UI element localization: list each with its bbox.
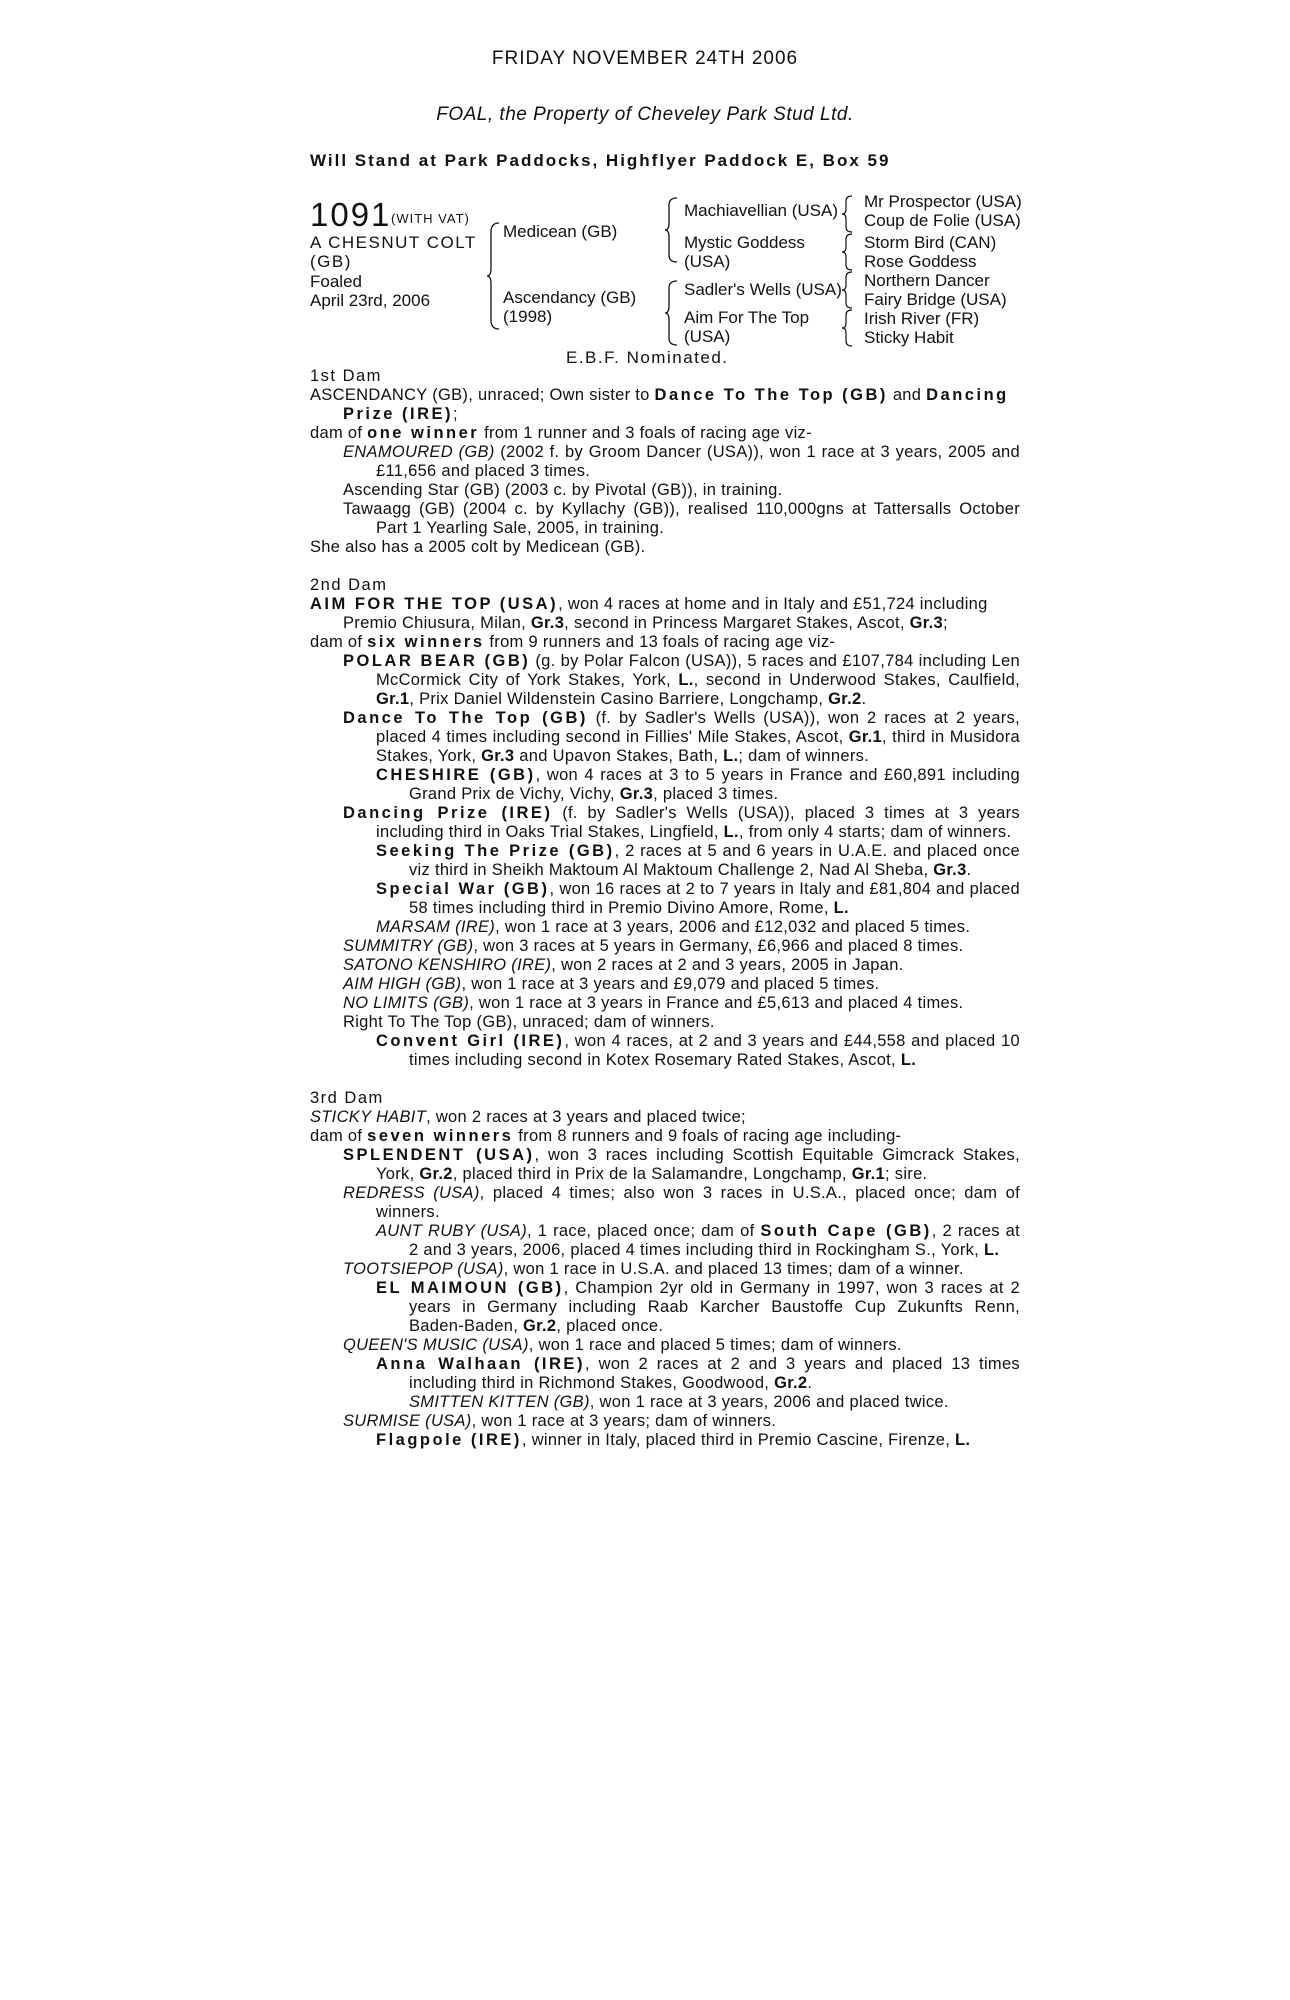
record-text: , won 2 races at 2 and 3 years and placed 13 times including third in Richmond Stakes, Goodwood, bbox=[409, 1355, 1020, 1392]
horse-name: TOOTSIEPOP (USA) bbox=[343, 1260, 504, 1278]
dam3-produce-intro bbox=[310, 1127, 1020, 1146]
horse-name: SURMISE (USA) bbox=[343, 1412, 472, 1430]
record-text: and Upavon Stakes, Bath, bbox=[514, 747, 724, 765]
horse-name: SPLENDENT (USA) bbox=[343, 1146, 535, 1164]
record-text: , third in Musidora Stakes, York, bbox=[376, 728, 1020, 765]
stabling-line: Will Stand at Park Paddocks, Highflyer Paddock E, Box 59 bbox=[310, 151, 891, 170]
dam-history bbox=[310, 367, 1020, 1450]
dam2-grade-1: Gr.3 bbox=[530, 614, 565, 632]
dam3-name: STICKY HABIT bbox=[310, 1108, 427, 1126]
produce-marsam bbox=[310, 918, 1020, 937]
record-text: , won 4 races, at 2 and 3 years and £44,558 and placed 10 times including second in Kotex Rosemary Rated Stakes, Ascot, bbox=[409, 1032, 1020, 1069]
record-text: , 2 races at 5 and 6 years in U.A.E. and placed once viz third in Sheikh Maktoum Al Maktoum Challenge 2, Nad Al Sheba, bbox=[409, 842, 1020, 879]
produce-smitten-kitten bbox=[310, 1393, 1020, 1412]
sale-date: FRIDAY NOVEMBER 24TH 2006 bbox=[491, 48, 799, 69]
dam2-text-2: , second in Princess Margaret Stakes, Ascot, bbox=[564, 614, 910, 632]
dam2-heading: 2nd Dam bbox=[310, 576, 388, 594]
grade: L. bbox=[900, 1051, 917, 1069]
horse-name: QUEEN'S MUSIC (USA) bbox=[343, 1336, 529, 1354]
pedigree-brace-dam bbox=[664, 280, 678, 346]
produce-no-limits bbox=[310, 994, 1020, 1013]
sire-dam-line2: (USA) bbox=[684, 252, 731, 271]
vat-note: (WITH VAT) bbox=[391, 211, 470, 226]
horse-name: SMITTEN KITTEN (GB) bbox=[409, 1393, 590, 1411]
sire-dam-line1: Mystic Goddess bbox=[684, 233, 805, 252]
record-text: , 1 race, placed once; dam of bbox=[527, 1222, 761, 1240]
horse-name: AUNT RUBY (USA) bbox=[376, 1222, 528, 1240]
grade: Gr.1 bbox=[851, 1165, 885, 1183]
produce-queens-music bbox=[310, 1336, 1020, 1355]
produce-el-maimoun bbox=[310, 1279, 1020, 1336]
dam1-semicolon: ; bbox=[453, 405, 458, 423]
produce-anna-walhaan bbox=[310, 1355, 1020, 1393]
record-text: , from only 4 starts; dam of winners. bbox=[738, 823, 1012, 841]
grade: L. bbox=[833, 899, 849, 917]
horse-name: SUMMITRY (GB) bbox=[343, 937, 474, 955]
horse-name: EL MAIMOUN (GB) bbox=[376, 1279, 564, 1297]
grade: L. bbox=[955, 1431, 971, 1449]
record-text: , placed 3 times. bbox=[653, 785, 779, 803]
horse-name: Convent Girl (IRE) bbox=[376, 1032, 565, 1050]
grade: L. bbox=[678, 671, 694, 689]
produce-tootsiepop bbox=[310, 1260, 1020, 1279]
horse-name: Special War (GB) bbox=[376, 880, 550, 898]
produce-aunt-ruby bbox=[310, 1222, 1020, 1260]
horse-name: Dancing Prize (IRE) bbox=[343, 804, 553, 822]
horse-name: AIM HIGH (GB) bbox=[343, 975, 462, 993]
dam1-foal-3: Tawaagg (GB) (2004 c. by Kyllachy (GB)), realised 110,000gns at Tattersalls October Part 1 Yearling Sale, 2005, in training. bbox=[343, 500, 1020, 537]
record-text: , placed 4 times; also won 3 races in U.S.A., placed once; dam of winners. bbox=[376, 1184, 1020, 1221]
dam1-produce-suffix: from 1 runner and 3 foals of racing age viz- bbox=[479, 424, 812, 442]
dam-sire: Sadler's Wells (USA) bbox=[684, 280, 842, 299]
record-text: , won 2 races at 2 and 3 years, 2005 in Japan. bbox=[551, 956, 904, 974]
dam1-foal-1 bbox=[310, 443, 1020, 481]
sire-name: Medicean (GB) bbox=[503, 222, 618, 241]
dam-sire-sire: Northern Dancer bbox=[864, 271, 990, 290]
dam2-text-3: ; bbox=[942, 614, 948, 632]
dam-dam-line2: (USA) bbox=[684, 327, 731, 346]
record-text: , won 1 race at 3 years, 2006 and placed twice. bbox=[589, 1393, 949, 1411]
dam1-summary bbox=[310, 386, 1020, 424]
horse-name: POLAR BEAR (GB) bbox=[343, 652, 531, 670]
grade: Gr.1 bbox=[376, 690, 410, 708]
grade: L. bbox=[723, 823, 739, 841]
ebf-note: E.B.F. Nominated. bbox=[566, 348, 729, 367]
record-text: , won 1 race at 3 years and £9,079 and placed 5 times. bbox=[461, 975, 880, 993]
pedigree-brace-ds bbox=[841, 271, 853, 309]
dam2-produce-winners: six winners bbox=[367, 633, 485, 651]
record-text: , Prix Daniel Wildenstein Casino Barriere, Longchamp, bbox=[409, 690, 829, 708]
dam1-heading: 1st Dam bbox=[310, 367, 382, 385]
grade: Gr.2 bbox=[828, 690, 862, 708]
foal-1-name: ENAMOURED (GB) bbox=[343, 443, 495, 461]
record-text: . bbox=[861, 690, 867, 708]
dam-name: Ascendancy (GB) bbox=[503, 288, 637, 307]
produce-aim-high bbox=[310, 975, 1020, 994]
dam1-produce-prefix: dam of bbox=[310, 424, 368, 442]
record-text: (f. by Sadler's Wells (USA)), placed 3 times at 3 years including third in Oaks Trial Stakes, Lingfield, bbox=[376, 804, 1020, 841]
dam2-summary bbox=[310, 595, 1020, 633]
lot-number: 1091 bbox=[310, 196, 392, 233]
pedigree-brace-sire bbox=[664, 197, 678, 263]
dam1-foal-2: Ascending Star (GB) (2003 c. by Pivotal (GB)), in training. bbox=[343, 481, 783, 499]
horse-name: South Cape (GB) bbox=[760, 1222, 932, 1240]
produce-surmise bbox=[310, 1412, 1020, 1431]
produce-dancing-prize bbox=[310, 804, 1020, 842]
dam2-text-1: , won 4 races at home and in Italy and £51,724 including Premio Chiusura, Milan, bbox=[343, 595, 988, 632]
foaled-info bbox=[310, 272, 480, 310]
horse-name: Flagpole (IRE) bbox=[376, 1431, 522, 1449]
dam1-produce-winners: one winner bbox=[367, 424, 480, 442]
dam-year: (1998) bbox=[503, 307, 553, 326]
record-text: , 2 races at 2 and 3 years, 2006, placed 4 times including third in Rockingham S., York, bbox=[409, 1222, 1020, 1259]
produce-flagpole bbox=[310, 1431, 1020, 1450]
produce-special-war bbox=[310, 880, 1020, 918]
dam3-produce-winners: seven winners bbox=[367, 1127, 514, 1145]
grade: Gr.2 bbox=[523, 1317, 557, 1335]
record-text: , won 3 races including Scottish Equitable Gimcrack Stakes, York, bbox=[376, 1146, 1020, 1183]
grade: L. bbox=[983, 1241, 1000, 1259]
pedigree-brace-dd bbox=[841, 309, 853, 347]
pedigree-brace-sd bbox=[841, 233, 853, 271]
grade: Gr.2 bbox=[774, 1374, 808, 1392]
record-text: (f. by Sadler's Wells (USA)), won 2 races at 2 years, placed 4 times including second in Fillies' Mile Stakes, Ascot, bbox=[376, 709, 1020, 746]
sex-country: (GB) bbox=[310, 252, 352, 271]
pedigree-brace-ss bbox=[841, 195, 853, 233]
foal-1-record: (2002 f. by Groom Dancer (USA)), won 1 race at 3 years, 2005 and £11,656 and placed 3 times. bbox=[376, 443, 1021, 480]
vendor-line: FOAL, the Property of Cheveley Park Stud Ltd. bbox=[436, 104, 854, 125]
dam2-name: AIM FOR THE TOP (USA) bbox=[310, 595, 559, 613]
produce-dance-to-the-top bbox=[310, 709, 1020, 766]
grade: Gr.2 bbox=[419, 1165, 453, 1183]
record-text: , won 1 race in U.S.A. and placed 13 times; dam of a winner. bbox=[503, 1260, 964, 1278]
dam2-produce-prefix: dam of bbox=[310, 633, 368, 651]
dam-dam-dam: Sticky Habit bbox=[864, 328, 954, 347]
record-text: , won 3 races at 5 years in Germany, £6,966 and placed 8 times. bbox=[473, 937, 964, 955]
record-text: , placed once. bbox=[556, 1317, 664, 1335]
produce-summitry bbox=[310, 937, 1020, 956]
grade: Gr.3 bbox=[481, 747, 515, 765]
dam3-heading: 3rd Dam bbox=[310, 1089, 384, 1107]
grade: Gr.3 bbox=[933, 861, 967, 879]
dam3-produce-prefix: dam of bbox=[310, 1127, 368, 1145]
dam1-sibling-2b: Prize (IRE) bbox=[343, 405, 454, 423]
horse-name: Dance To The Top (GB) bbox=[343, 709, 588, 727]
record-text: , second in Underwood Stakes, Caulfield, bbox=[693, 671, 1020, 689]
foaled-label: Foaled bbox=[310, 272, 362, 291]
dam-dam-sire: Irish River (FR) bbox=[864, 309, 980, 328]
record-text: , won 16 races at 2 to 7 years in Italy and £81,804 and placed 58 times including third in Premio Divino Amore, Rome, bbox=[409, 880, 1021, 917]
dam-sire-dam: Fairy Bridge (USA) bbox=[864, 290, 1007, 309]
grade: Gr.1 bbox=[848, 728, 883, 746]
grade: Gr.3 bbox=[619, 785, 654, 803]
horse-name: SATONO KENSHIRO (IRE) bbox=[343, 956, 552, 974]
dam2-produce-suffix: from 9 runners and 13 foals of racing age viz- bbox=[484, 633, 836, 651]
produce-seeking-the-prize bbox=[310, 842, 1020, 880]
produce-polar-bear bbox=[310, 652, 1020, 709]
dam1-and: and bbox=[887, 386, 927, 404]
dam3-summary bbox=[310, 1108, 1020, 1127]
dam1-sibling-2a: Dancing bbox=[926, 386, 1009, 404]
sex-line: A CHESNUT COLT bbox=[310, 233, 477, 252]
produce-convent-girl bbox=[310, 1032, 1020, 1070]
record-text: , won 1 race at 3 years; dam of winners. bbox=[471, 1412, 777, 1430]
dam1-text: ASCENDANCY (GB), unraced; Own sister to bbox=[310, 386, 655, 404]
lot-description bbox=[310, 233, 480, 271]
produce-satono-kenshiro bbox=[310, 956, 1020, 975]
record-text: (g. by Polar Falcon (USA)), 5 races and £107,784 including Len McCormick City of York Stakes, York, bbox=[376, 652, 1020, 689]
record-text: . bbox=[807, 1374, 813, 1392]
dam3-produce-suffix: from 8 runners and 9 foals of racing age including- bbox=[513, 1127, 902, 1145]
dam2-grade-2: Gr.3 bbox=[909, 614, 943, 632]
produce-right-to-the-top: Right To The Top (GB), unraced; dam of winners. bbox=[343, 1013, 715, 1031]
dam1-foal-4: She also has a 2005 colt by Medicean (GB). bbox=[310, 538, 646, 556]
record-text: , winner in Italy, placed third in Premio Cascine, Firenze, bbox=[521, 1431, 956, 1449]
record-text: , Champion 2yr old in Germany in 1997, won 3 races at 2 years in Germany including Raab Karcher Baustoffe Cup Zukunfts Renn, Baden-Baden, bbox=[409, 1279, 1020, 1335]
record-text: ; dam of winners. bbox=[738, 747, 870, 765]
dam-dam-line1: Aim For The Top bbox=[684, 308, 810, 327]
record-text: . bbox=[966, 861, 972, 879]
sire-sire: Machiavellian (USA) bbox=[684, 201, 838, 220]
horse-name: REDRESS (USA) bbox=[343, 1184, 480, 1202]
horse-name: MARSAM (IRE) bbox=[376, 918, 496, 936]
dam1-sibling-1: Dance To The Top (GB) bbox=[654, 386, 888, 404]
dam2-produce-intro bbox=[310, 633, 1020, 652]
sire-dam-dam: Rose Goddess bbox=[864, 252, 977, 271]
horse-name: NO LIMITS (GB) bbox=[343, 994, 470, 1012]
record-text: , placed third in Prix de la Salamandre, Longchamp, bbox=[452, 1165, 852, 1183]
produce-splendent bbox=[310, 1146, 1020, 1184]
dam3-text: , won 2 races at 3 years and placed twice; bbox=[426, 1108, 746, 1126]
grade: L. bbox=[723, 747, 739, 765]
horse-name: CHESHIRE (GB) bbox=[376, 766, 536, 784]
produce-redress bbox=[310, 1184, 1020, 1222]
horse-name: Seeking The Prize (GB) bbox=[376, 842, 615, 860]
record-text: ; sire. bbox=[885, 1165, 928, 1183]
pedigree-brace-main bbox=[486, 222, 500, 330]
horse-name: Anna Walhaan (IRE) bbox=[376, 1355, 585, 1373]
sire-sire-dam: Coup de Folie (USA) bbox=[864, 211, 1021, 230]
record-text: , won 1 race and placed 5 times; dam of winners. bbox=[528, 1336, 902, 1354]
produce-cheshire bbox=[310, 766, 1020, 804]
record-text: , won 4 races at 3 to 5 years in France and £60,891 including Grand Prix de Vichy, Vichy, bbox=[409, 766, 1020, 803]
dam1-produce-intro bbox=[310, 424, 1020, 443]
foaled-date: April 23rd, 2006 bbox=[310, 291, 431, 310]
sire-sire-sire: Mr Prospector (USA) bbox=[864, 192, 1022, 211]
sire-dam-sire: Storm Bird (CAN) bbox=[864, 233, 997, 252]
record-text: , won 1 race at 3 years, 2006 and £12,032 and placed 5 times. bbox=[495, 918, 971, 936]
record-text: , won 1 race at 3 years in France and £5,613 and placed 4 times. bbox=[469, 994, 964, 1012]
